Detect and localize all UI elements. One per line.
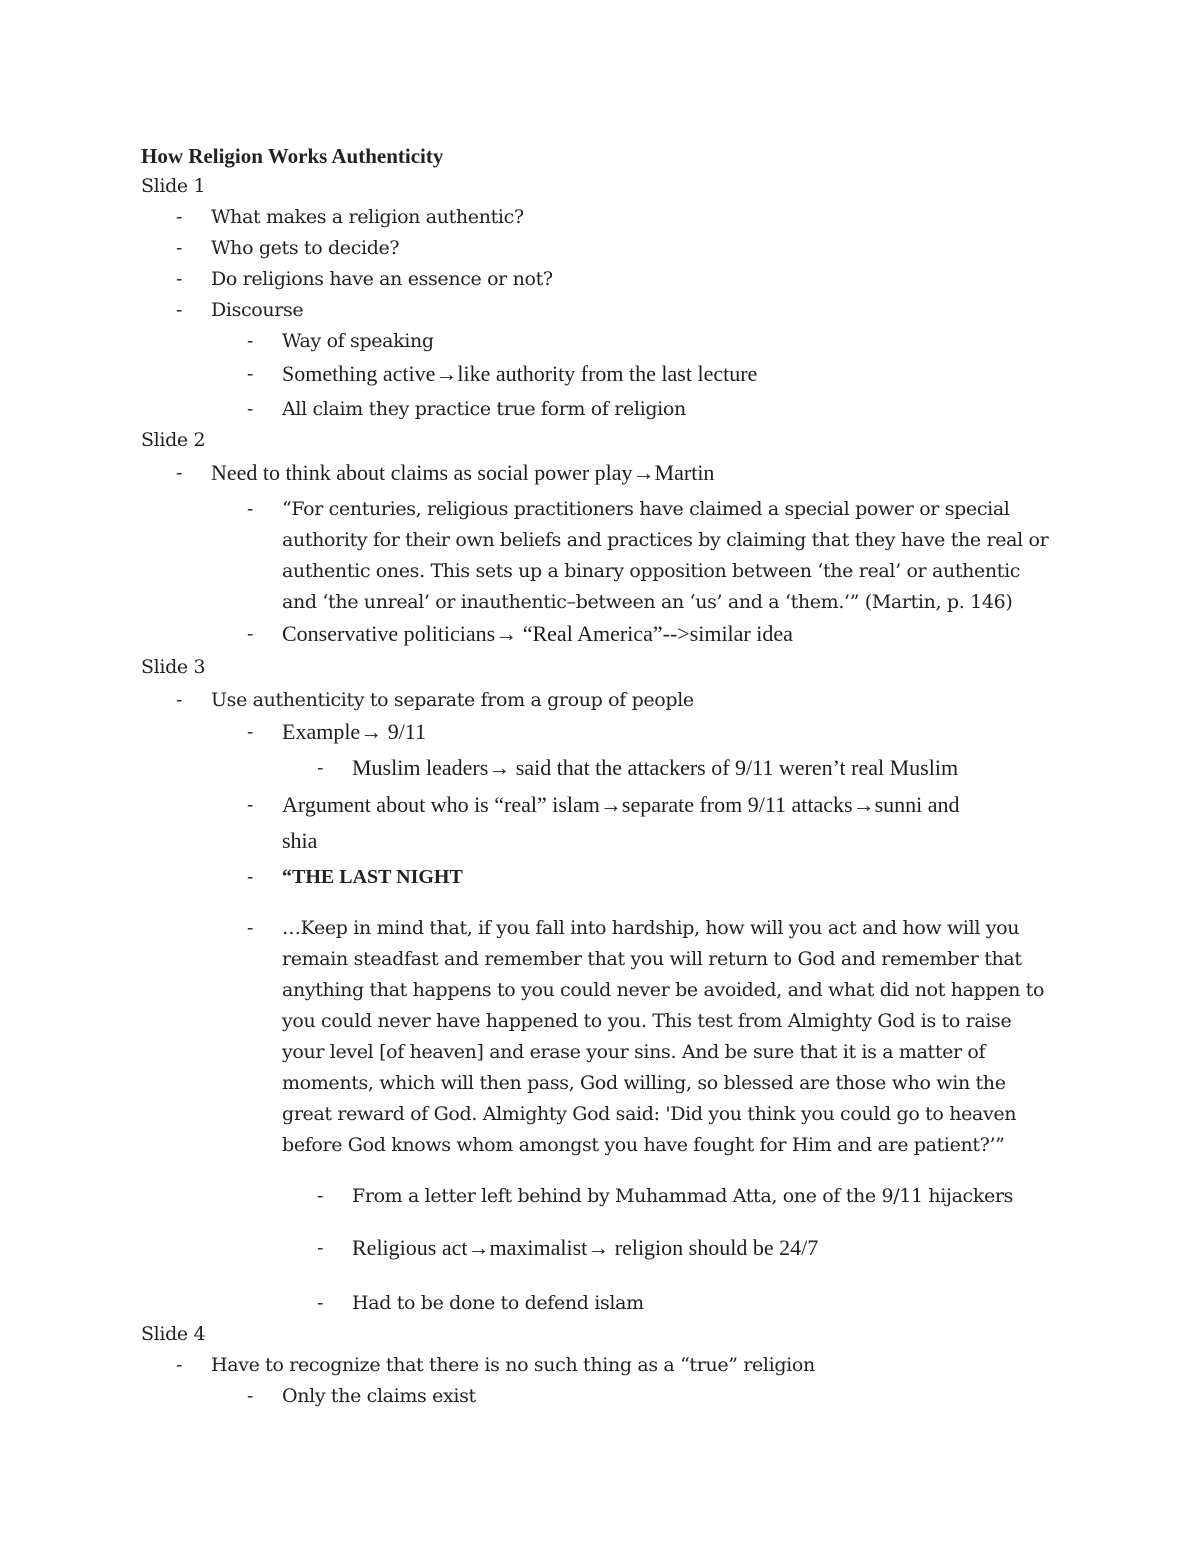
bullet-dash: - <box>247 1385 254 1407</box>
slide-3-heading: Slide 3 <box>141 656 206 678</box>
bullet-dash: - <box>317 1292 324 1314</box>
slide-1-item: What makes a religion authentic? <box>211 206 524 228</box>
bullet-dash: - <box>317 757 324 779</box>
bullet-dash: - <box>176 462 183 484</box>
bullet-dash: - <box>176 268 183 290</box>
martin-quote-line: and ‘the unreal’ or inauthentic–between an ‘us’ and a ‘them.’” (Martin, p. 146) <box>282 591 1013 613</box>
bullet-dash: - <box>247 363 254 385</box>
bullet-dash: - <box>176 1354 183 1376</box>
bullet-dash: - <box>176 689 183 711</box>
slide-3-item: Use authenticity to separate from a group of people <box>211 689 694 711</box>
bullet-dash: - <box>176 206 183 228</box>
slide-3-sub-item: Religious act→maximalist→ religion should be 24/7 <box>352 1235 819 1260</box>
bullet-dash: - <box>247 866 254 888</box>
martin-quote-line: authentic ones. This sets up a binary opposition between ‘the real’ or authentic <box>282 560 1021 582</box>
bullet-dash: - <box>247 794 254 816</box>
letter-quote-line: great reward of God. Almighty God said: 'Did you think you could go to heaven <box>282 1103 1017 1125</box>
muslim-leaders-item: Muslim leaders→ said that the attackers of 9/11 weren’t real Muslim <box>352 755 959 780</box>
letter-quote-line: you could never have happened to you. This test from Almighty God is to raise <box>282 1010 1012 1032</box>
slide-1-sub-item: All claim they practice true form of religion <box>282 398 686 420</box>
slide-1-item: Who gets to decide? <box>211 237 400 259</box>
bullet-dash: - <box>176 299 183 321</box>
martin-quote-line: “For centuries, religious practitioners have claimed a special power or special <box>282 498 1010 520</box>
slide-1-item: Discourse <box>211 299 304 321</box>
politicians-item: Conservative politicians→ “Real America”-->similar idea <box>282 621 793 646</box>
letter-quote-line: anything that happens to you could never be avoided, and what did not happen to <box>282 979 1045 1001</box>
martin-quote-line: authority for their own beliefs and practices by claiming that they have the real or <box>282 529 1049 551</box>
example-item: Example→ 9/11 <box>282 719 426 744</box>
letter-quote-line: …Keep in mind that, if you fall into hardship, how will you act and how will you <box>282 917 1020 939</box>
letter-quote-line: remain steadfast and remember that you will return to God and remember that <box>282 948 1022 970</box>
letter-quote-line: moments, which will then pass, God willing, so blessed are those who win the <box>282 1072 1006 1094</box>
slide-1-sub-item: Way of speaking <box>282 330 434 352</box>
document-title: How Religion Works Authenticity <box>141 144 444 168</box>
last-night-heading: “THE LAST NIGHT <box>282 866 463 888</box>
bullet-dash: - <box>247 917 254 939</box>
slide-1-heading: Slide 1 <box>141 175 206 197</box>
bullet-dash: - <box>247 623 254 645</box>
bullet-dash: - <box>247 398 254 420</box>
letter-quote-line: before God knows whom amongst you have fought for Him and are patient?’” <box>282 1134 1005 1156</box>
argument-line: Argument about who is “real” islam→separate from 9/11 attacks→sunni and <box>282 792 960 817</box>
slide-4-item: Have to recognize that there is no such thing as a “true” religion <box>211 1354 815 1376</box>
bullet-dash: - <box>247 721 254 743</box>
slide-1-item: Do religions have an essence or not? <box>211 268 553 290</box>
bullet-dash: - <box>176 237 183 259</box>
bullet-dash: - <box>317 1237 324 1259</box>
bullet-dash: - <box>317 1185 324 1207</box>
bullet-dash: - <box>247 330 254 352</box>
bullet-dash: - <box>247 498 254 520</box>
letter-quote-line: your level [of heaven] and erase your sins. And be sure that it is a matter of <box>282 1041 986 1063</box>
slide-2-item: Need to think about claims as social power play→Martin <box>211 460 715 485</box>
slide-2-heading: Slide 2 <box>141 429 206 451</box>
slide-4-heading: Slide 4 <box>141 1323 206 1345</box>
slide-4-sub-item: Only the claims exist <box>282 1385 476 1407</box>
argument-line: shia <box>282 828 318 853</box>
slide-1-sub-item: Something active→like authority from the last lecture <box>282 361 758 386</box>
slide-3-sub-item: Had to be done to defend islam <box>352 1292 644 1314</box>
slide-3-sub-item: From a letter left behind by Muhammad Atta, one of the 9/11 hijackers <box>352 1185 1014 1207</box>
